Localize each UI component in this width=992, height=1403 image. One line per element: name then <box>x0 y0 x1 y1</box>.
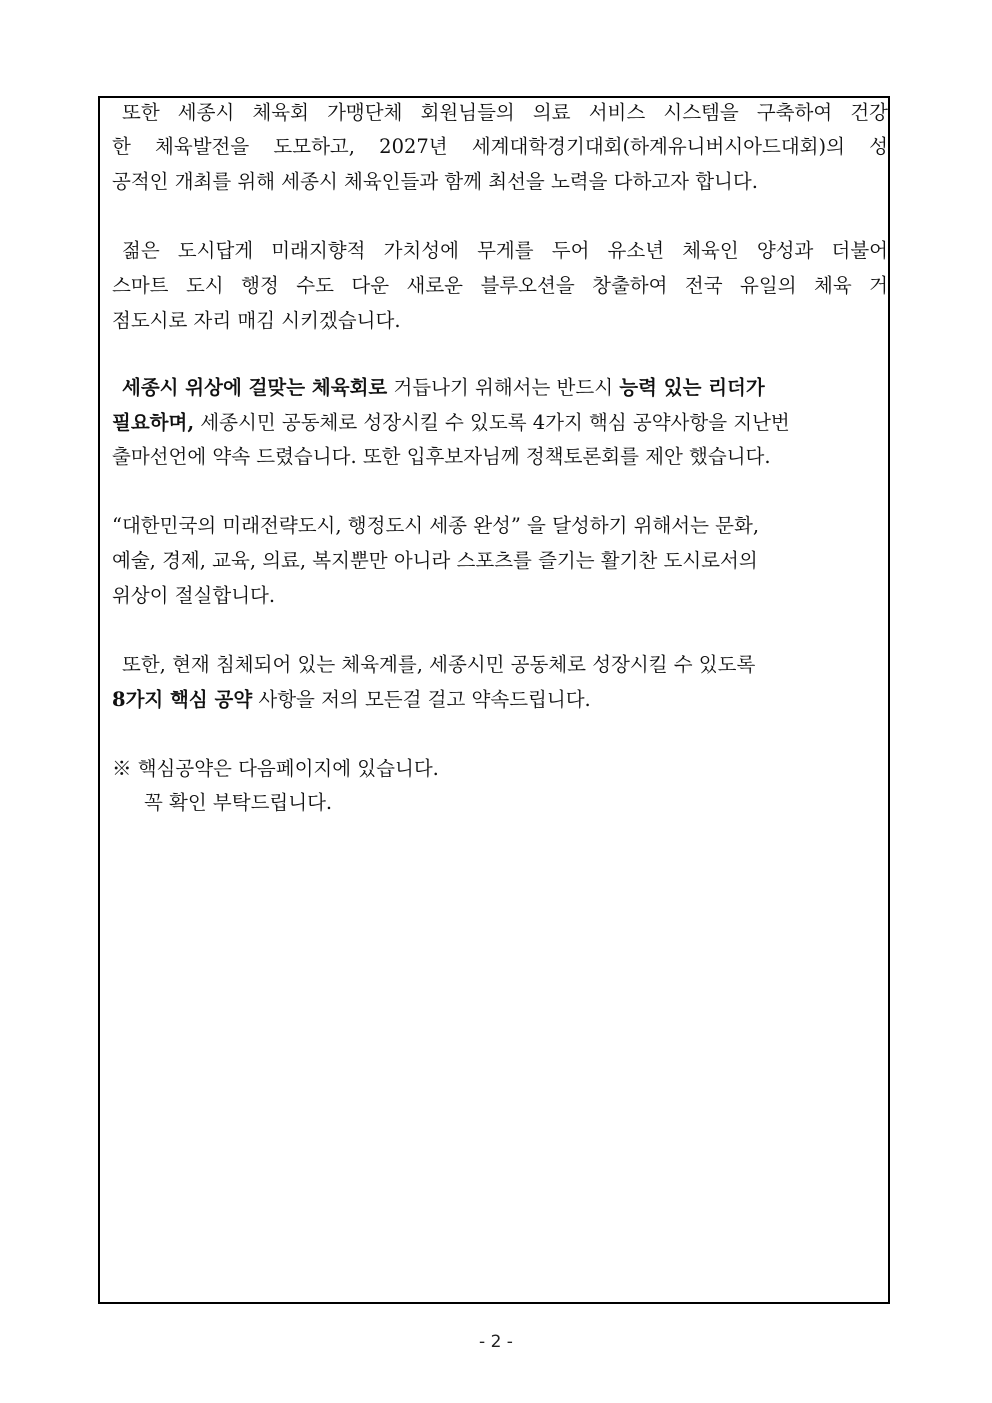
paragraph-1-line-3: 공적인 개최를 위해 세종시 체육인들과 함께 최선을 노력을 다하고자 합니다. <box>112 170 758 193</box>
paragraph-3-line-3: 출마선언에 약속 드렸습니다. 또한 입후보자님께 정책토론회를 제안 했습니다. <box>112 445 771 468</box>
page-number: - 2 - <box>479 1332 513 1352</box>
paragraph-4-line-3: 위상이 절실합니다. <box>112 584 276 607</box>
paragraph-2-line-3: 점도시로 자리 매김 시키겠습니다. <box>112 309 401 332</box>
emphasis-text: 능력 있는 리더가 <box>619 376 765 399</box>
emphasis-text: 필요하며, <box>112 411 195 434</box>
paragraph-1-line-1: 또한 세종시 체육회 가맹단체 회원님들의 의료 서비스 시스템을 구축하여 건강 <box>122 101 888 124</box>
body-text: 세종시민 공동체로 성장시킬 수 있도록 4가지 핵심 공약사항을 지난번 <box>194 411 790 434</box>
paragraph-4-line-2: 예술, 경제, 교육, 의료, 복지뿐만 아니라 스포츠를 즐기는 활기찬 도시로서의 <box>112 549 758 572</box>
paragraph-3-line-2 <box>112 408 888 438</box>
paragraph-1-line-2: 한 체육발전을 도모하고, 2027년 세계대학경기대회(하계유니버시아드대회)의 성 <box>112 135 888 158</box>
paragraph-4-line-1: “대한민국의 미래전략도시, 행정도시 세종 완성” 을 달성하기 위해서는 문화, <box>112 514 760 537</box>
note-line-2: 꼭 확인 부탁드립니다. <box>144 791 333 814</box>
paragraph-2-line-1: 젊은 도시답게 미래지향적 가치성에 무게를 두어 유소년 체육인 양성과 더불어 <box>122 239 888 262</box>
paragraph-5-line-2 <box>112 685 888 715</box>
paragraph-2-line-2: 스마트 도시 행정 수도 다운 새로운 블루오션을 창출하여 전국 유일의 체육 거 <box>112 274 888 297</box>
body-text: 사항을 저의 모든걸 걸고 약속드립니다. <box>252 688 591 711</box>
body-text: 거듭나기 위해서는 반드시 <box>387 376 620 399</box>
emphasis-text: 세종시 위상에 걸맞는 체육회로 <box>122 376 388 399</box>
paragraph-5-line-1: 또한, 현재 침체되어 있는 체육계를, 세종시민 공동체로 성장시킬 수 있도록 <box>122 653 756 676</box>
paragraph-3-line-1 <box>112 373 882 403</box>
note-line-1: ※ 핵심공약은 다음페이지에 있습니다. <box>112 757 439 780</box>
emphasis-text: 8가지 핵심 공약 <box>112 688 253 711</box>
